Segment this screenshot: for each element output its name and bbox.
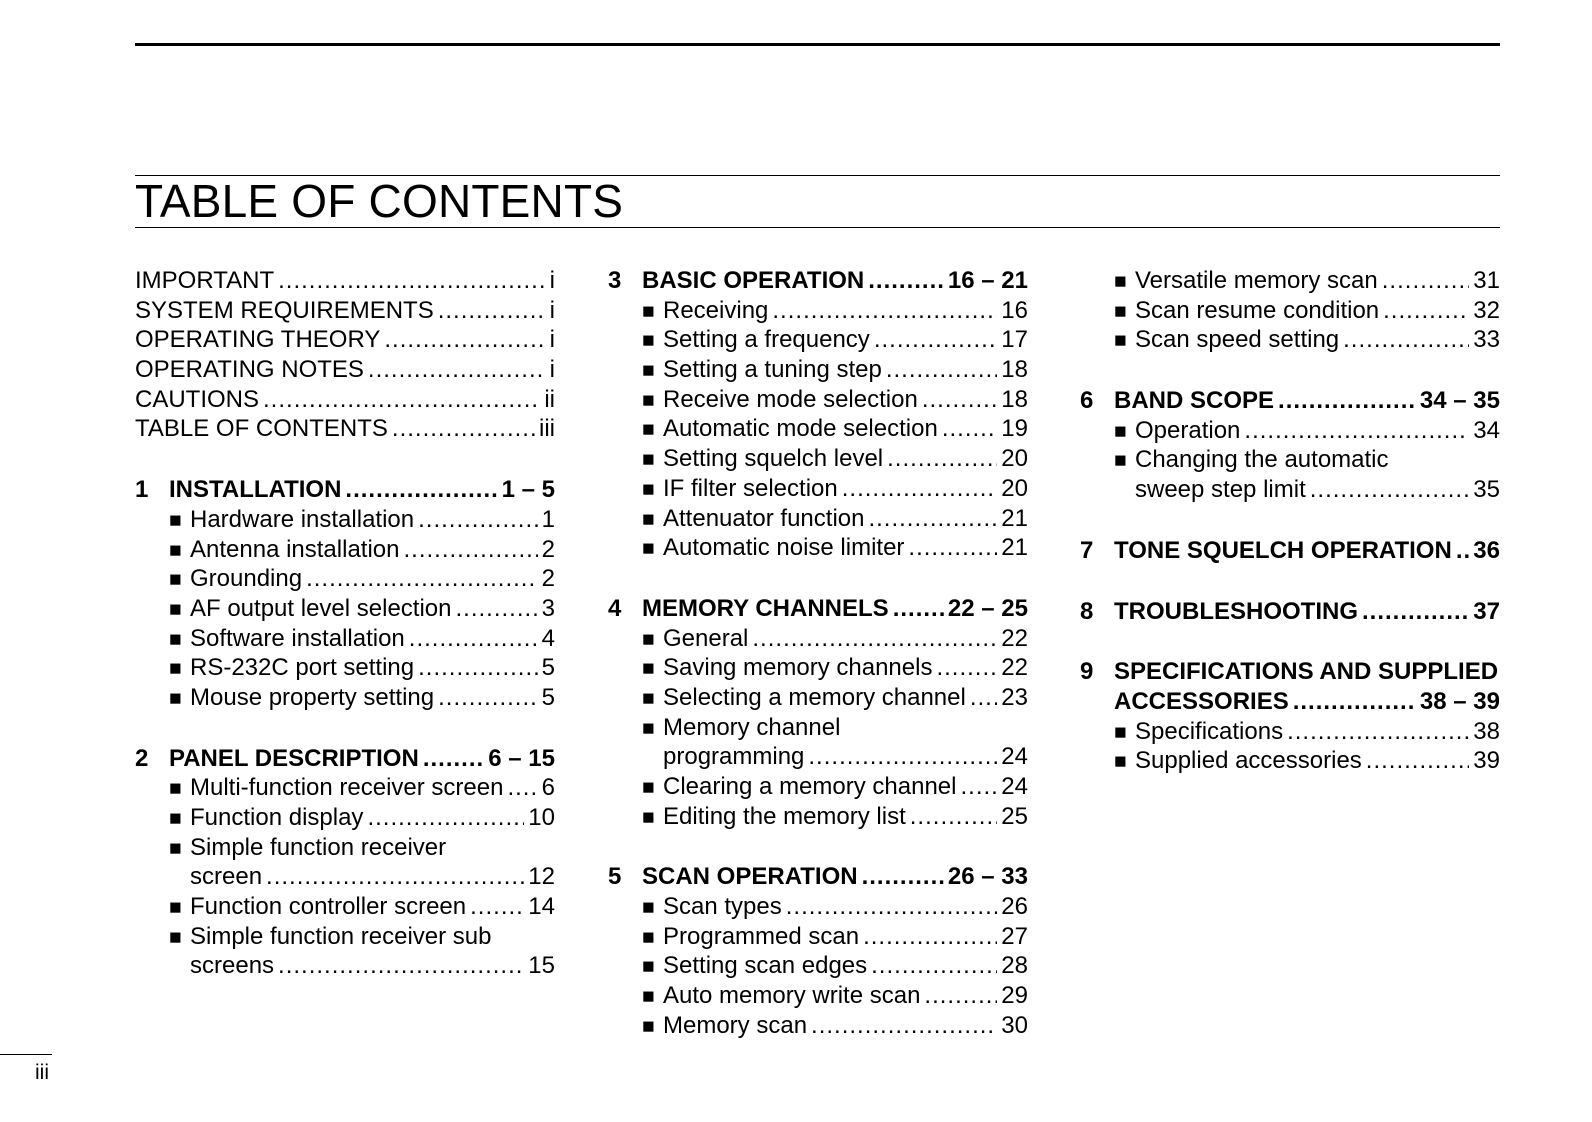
toc-subentry[interactable]: ■ Antenna installation ..... 2 bbox=[135, 535, 555, 565]
square-bullet-icon: ■ bbox=[1114, 329, 1127, 353]
toc-subentry[interactable]: ■ Scan types ..... 26 bbox=[608, 892, 1028, 922]
toc-subentry[interactable]: ■ Saving memory channels ..... 22 bbox=[608, 653, 1028, 683]
toc-subentry[interactable]: ■ Receive mode selection ..... 18 bbox=[608, 385, 1028, 415]
page-number: iii bbox=[35, 1061, 49, 1084]
square-bullet-icon: ■ bbox=[642, 359, 655, 383]
square-bullet-icon: ■ bbox=[1114, 750, 1127, 774]
toc-subentry[interactable]: ■ Setting squelch level ..... 20 bbox=[608, 444, 1028, 474]
square-bullet-icon: ■ bbox=[642, 955, 655, 979]
toc-entry[interactable]: OPERATING NOTES ..... i bbox=[135, 355, 555, 385]
square-bullet-icon: ■ bbox=[642, 627, 655, 651]
toc-subentry[interactable]: ■ Receiving ..... 16 bbox=[608, 296, 1028, 326]
toc-subentry[interactable]: ■ General ..... 22 bbox=[608, 624, 1028, 654]
square-bullet-icon: ■ bbox=[1114, 720, 1127, 744]
toc-subentry[interactable]: ■ Selecting a memory channel ..... 23 bbox=[608, 683, 1028, 713]
toc-section-heading[interactable]: 8 TROUBLESHOOTING ..... 37 bbox=[1080, 597, 1500, 627]
square-bullet-icon: ■ bbox=[169, 836, 182, 860]
toc-subentry[interactable]: ■ Versatile memory scan ..... 31 bbox=[1080, 266, 1500, 296]
toc-section-heading[interactable]: 4 MEMORY CHANNELS ..... 22 – 25 bbox=[608, 594, 1028, 624]
square-bullet-icon: ■ bbox=[1114, 449, 1127, 473]
page-title: TABLE OF CONTENTS bbox=[135, 175, 624, 227]
toc-subentry[interactable]: ■ Function display ..... 10 bbox=[135, 803, 555, 833]
toc-subentry[interactable]: ■ Setting scan edges ..... 28 bbox=[608, 951, 1028, 981]
toc-subentry[interactable]: ■ RS-232C port setting ..... 5 bbox=[135, 653, 555, 683]
toc-column-2 bbox=[608, 266, 1028, 1041]
square-bullet-icon: ■ bbox=[642, 805, 655, 829]
toc-column-1 bbox=[135, 266, 555, 981]
toc-subentry[interactable]: ■ Grounding ..... 2 bbox=[135, 564, 555, 594]
toc-subentry[interactable]: ■ Programmed scan ..... 27 bbox=[608, 922, 1028, 952]
toc-subentry-continued[interactable]: sweep step limit ..... 35 bbox=[1080, 475, 1500, 505]
square-bullet-icon: ■ bbox=[169, 627, 182, 651]
toc-subentry[interactable]: ■ IF filter selection ..... 20 bbox=[608, 474, 1028, 504]
square-bullet-icon: ■ bbox=[642, 776, 655, 799]
toc-subentry-continued[interactable]: screens ..... 15 bbox=[135, 951, 555, 981]
toc-subentry-continued[interactable]: screen ..... 12 bbox=[135, 862, 555, 892]
square-bullet-icon: ■ bbox=[642, 686, 655, 710]
square-bullet-icon: ■ bbox=[642, 299, 655, 323]
square-bullet-icon: ■ bbox=[642, 1014, 655, 1038]
square-bullet-icon: ■ bbox=[169, 896, 182, 920]
square-bullet-icon: ■ bbox=[169, 777, 182, 801]
toc-subentry[interactable]: ■ Operation ..... 34 bbox=[1080, 416, 1500, 446]
square-bullet-icon: ■ bbox=[642, 418, 655, 442]
toc-entry[interactable]: TABLE OF CONTENTS ..... iii bbox=[135, 414, 555, 444]
square-bullet-icon: ■ bbox=[169, 568, 182, 592]
title-rule-bottom bbox=[135, 227, 1500, 228]
toc-subentry[interactable]: ■ Clearing a memory channel ..... 24 bbox=[608, 772, 1028, 802]
toc-subentry[interactable]: ■ Memory scan ..... 30 bbox=[608, 1011, 1028, 1041]
toc-column-3 bbox=[1080, 266, 1500, 776]
square-bullet-icon: ■ bbox=[169, 686, 182, 710]
toc-subentry[interactable]: ■ Scan resume condition ..... 32 bbox=[1080, 296, 1500, 326]
square-bullet-icon: ■ bbox=[642, 448, 655, 472]
square-bullet-icon: ■ bbox=[642, 657, 655, 681]
toc-section-heading-continued[interactable]: ACCESSORIES ..... 38 – 39 bbox=[1080, 687, 1500, 717]
toc-subentry[interactable]: ■ Setting a tuning step ..... 18 bbox=[608, 355, 1028, 385]
toc-subentry[interactable]: ■ Specifications ..... 38 bbox=[1080, 717, 1500, 747]
square-bullet-icon: ■ bbox=[169, 538, 182, 562]
toc-section-heading[interactable]: 2 PANEL DESCRIPTION ..... 6 – 15 bbox=[135, 744, 555, 774]
square-bullet-icon: ■ bbox=[642, 925, 655, 949]
toc-subentry[interactable]: ■ Automatic mode selection ..... 19 bbox=[608, 414, 1028, 444]
toc-subentry[interactable]: ■ Auto memory write scan ..... 29 bbox=[608, 981, 1028, 1011]
square-bullet-icon: ■ bbox=[642, 329, 655, 353]
toc-subentry[interactable]: ■ Changing the automatic bbox=[1080, 445, 1500, 475]
toc-section-heading[interactable]: 7 TONE SQUELCH OPERATION ..... 36 bbox=[1080, 536, 1500, 566]
top-rule bbox=[135, 43, 1500, 46]
toc-entry[interactable]: SYSTEM REQUIREMENTS ..... i bbox=[135, 296, 555, 326]
square-bullet-icon: ■ bbox=[642, 507, 655, 531]
toc-subentry[interactable]: ■ Attenuator function ..... 21 bbox=[608, 504, 1028, 534]
toc-section-heading[interactable]: 3 BASIC OPERATION ..... 16 – 21 bbox=[608, 266, 1028, 296]
footer-rule bbox=[0, 1054, 52, 1055]
toc-subentry[interactable]: ■ Simple function receiver bbox=[135, 833, 555, 863]
square-bullet-icon: ■ bbox=[1114, 270, 1127, 293]
toc-subentry[interactable]: ■ Multi-function receiver screen ..... 6 bbox=[135, 773, 555, 803]
toc-subentry-continued[interactable]: programming ..... 24 bbox=[608, 742, 1028, 772]
toc-subentry[interactable]: ■ Editing the memory list ..... 25 bbox=[608, 802, 1028, 832]
square-bullet-icon: ■ bbox=[169, 925, 182, 949]
toc-subentry[interactable]: ■ Memory channel bbox=[608, 713, 1028, 743]
toc-section-heading[interactable]: 1 INSTALLATION ..... 1 – 5 bbox=[135, 475, 555, 505]
square-bullet-icon: ■ bbox=[642, 716, 655, 740]
toc-entry[interactable]: CAUTIONS ..... ii bbox=[135, 385, 555, 415]
toc-section-heading[interactable]: 5 SCAN OPERATION ..... 26 – 33 bbox=[608, 862, 1028, 892]
toc-subentry[interactable]: ■ Mouse property setting ..... 5 bbox=[135, 683, 555, 713]
toc-subentry[interactable]: ■ AF output level selection ..... 3 bbox=[135, 594, 555, 624]
square-bullet-icon: ■ bbox=[642, 388, 655, 412]
square-bullet-icon: ■ bbox=[169, 807, 182, 830]
toc-subentry[interactable]: ■ Simple function receiver sub bbox=[135, 922, 555, 952]
toc-section-heading[interactable]: 6 BAND SCOPE ..... 34 – 35 bbox=[1080, 386, 1500, 416]
square-bullet-icon: ■ bbox=[1114, 299, 1127, 323]
toc-section-heading[interactable]: 9 SPECIFICATIONS AND SUPPLIED bbox=[1080, 658, 1499, 686]
square-bullet-icon: ■ bbox=[169, 657, 182, 681]
square-bullet-icon: ■ bbox=[642, 477, 655, 501]
toc-subentry[interactable]: ■ Function controller screen ..... 14 bbox=[135, 892, 555, 922]
toc-subentry[interactable]: ■ Hardware installation ..... 1 bbox=[135, 505, 555, 535]
toc-entry[interactable]: OPERATING THEORY ..... i bbox=[135, 325, 555, 355]
toc-subentry[interactable]: ■ Automatic noise limiter ..... 21 bbox=[608, 533, 1028, 563]
square-bullet-icon: ■ bbox=[642, 985, 655, 1009]
toc-subentry[interactable]: ■ Setting a frequency ..... 17 bbox=[608, 325, 1028, 355]
square-bullet-icon: ■ bbox=[642, 537, 655, 561]
square-bullet-icon: ■ bbox=[169, 597, 182, 621]
toc-entry[interactable]: IMPORTANT ..... i bbox=[135, 266, 555, 296]
toc-subentry[interactable]: ■ Software installation ..... 4 bbox=[135, 624, 555, 654]
square-bullet-icon: ■ bbox=[169, 508, 182, 532]
toc-subentry[interactable]: ■ Supplied accessories ..... 39 bbox=[1080, 746, 1500, 776]
toc-subentry[interactable]: ■ Scan speed setting ..... 33 bbox=[1080, 325, 1500, 355]
square-bullet-icon: ■ bbox=[1114, 419, 1127, 443]
square-bullet-icon: ■ bbox=[642, 896, 655, 920]
